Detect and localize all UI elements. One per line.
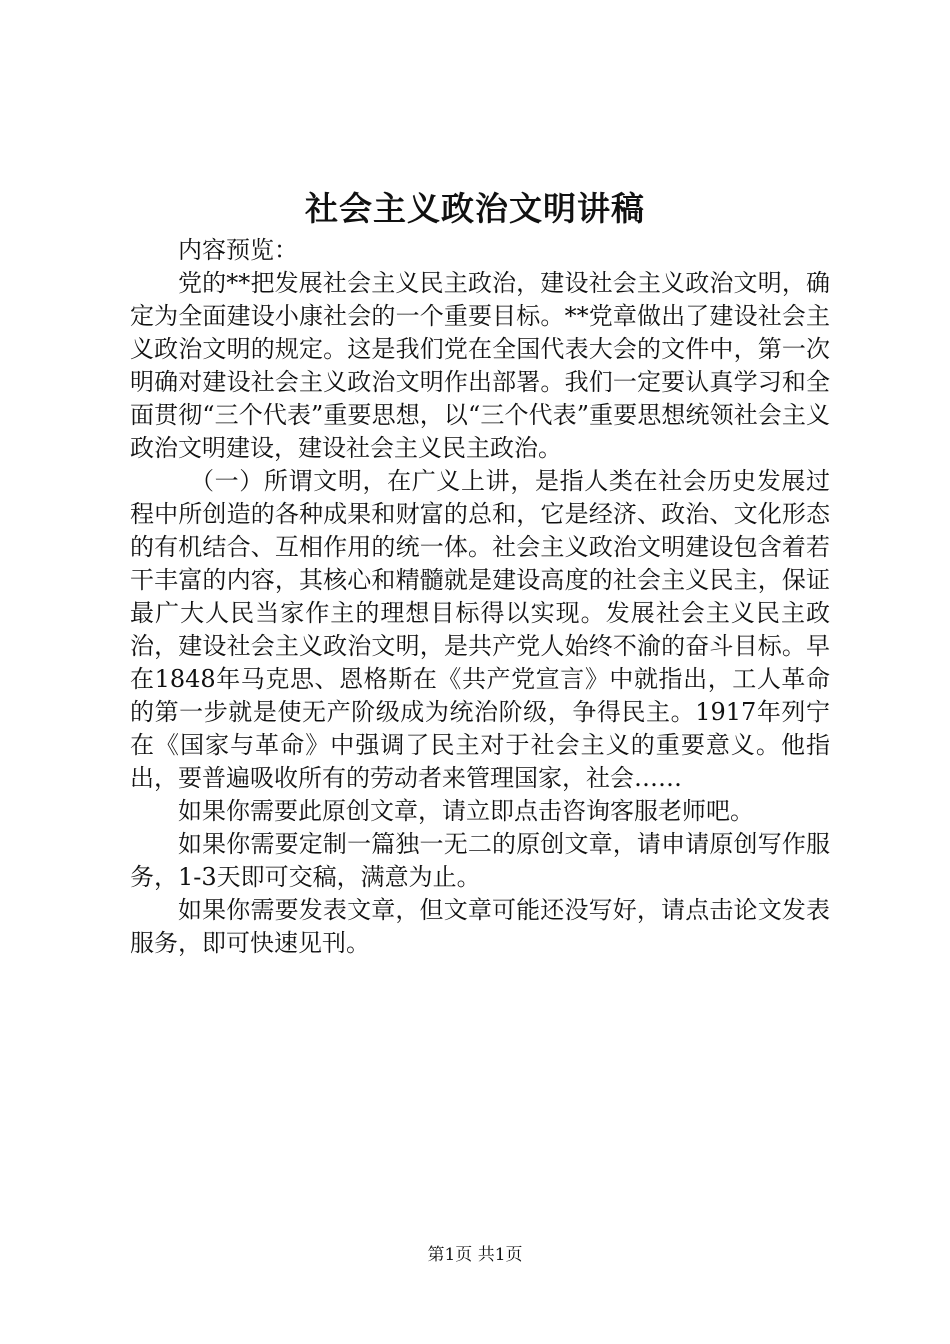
paragraph-consult: 如果你需要此原创文章，请立即点击咨询客服老师吧。	[178, 797, 754, 825]
paragraph-custom-writing: 如果你需要定制一篇独一无二的原创文章，请申请原创写作服务，1-3天即可交稿，满意为止。	[130, 830, 830, 891]
preview-label: 内容预览：	[178, 236, 298, 264]
document-title: 社会主义政治文明讲稿	[305, 189, 645, 228]
page-footer: 第1页 共1页	[427, 1245, 523, 1265]
paragraph-publishing: 如果你需要发表文章，但文章可能还没写好，请点击论文发表服务，即可快速见刊。	[130, 896, 830, 957]
paragraph-intro: 党的**把发展社会主义民主政治，建设社会主义政治文明，确定为全面建设小康社会的一个重要目标。**党章做出了建设社会主义政治文明的规定。这是我们党在全国代表大会的文件中，第一次明确对建设社会主义政治文明作出部署。我们一定要认真学习和全面贯彻“三个代表”重要思想，以“三个代表”重要思想统领社会主义政治文明建设，建设社会主义民主政治。	[130, 269, 830, 462]
document-body	[130, 234, 830, 960]
paragraph-section-one: （一）所谓文明，在广义上讲，是指人类在社会历史发展过程中所创造的各种成果和财富的总和，它是经济、政治、文化形态的有机结合、互相作用的统一体。社会主义政治文明建设包含着若干丰富的内容，其核心和精髓就是建设高度的社会主义民主，保证最广大人民当家作主的理想目标得以实现。发展社会主义民主政治，建设社会主义政治文明，是共产党人始终不渝的奋斗目标。早在1848年马克思、恩格斯在《共产党宣言》中就指出，工人革命的第一步就是使无产阶级成为统治阶级，争得民主。1917年列宁在《国家与革命》中强调了民主对于社会主义的重要意义。他指出，要普遍吸收所有的劳动者来管理国家，社会……	[130, 467, 830, 792]
